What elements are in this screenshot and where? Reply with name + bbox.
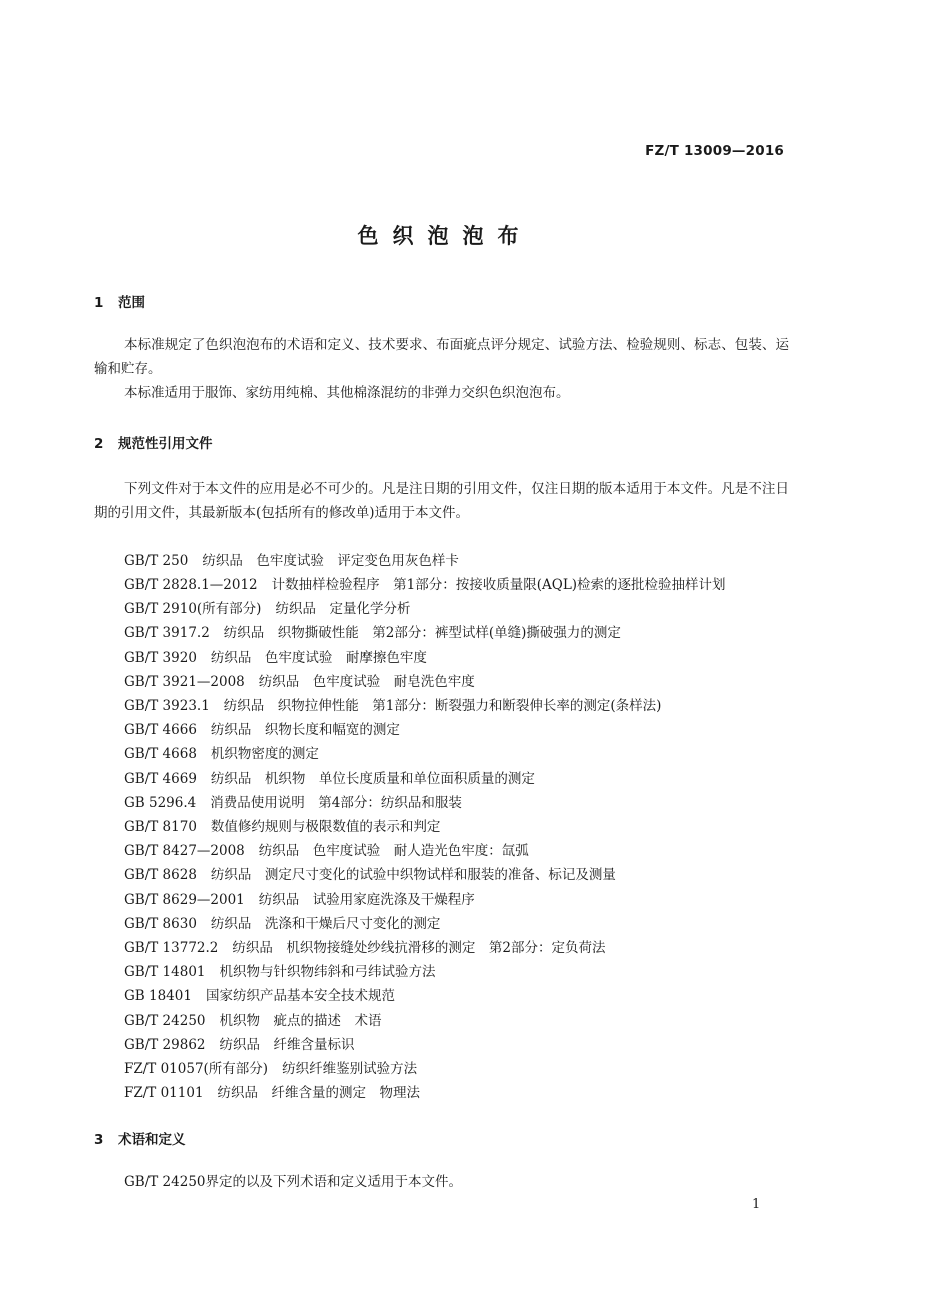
scope-paragraph: 本标准规定了色织泡泡布的术语和定义、技术要求、布面疵点评分规定、试验方法、检验规则、标志、包装、运输和贮存。 — [94, 337, 789, 377]
reference-title: 纺织纤维鉴别试验方法 — [282, 1061, 418, 1078]
reference-item — [94, 646, 789, 670]
reference-title: 数值修约规则与极限数值的表示和判定 — [210, 819, 441, 836]
terms-intro-paragraph: GB/T 24250界定的以及下列术语和定义适用于本文件。 — [124, 1174, 462, 1190]
reference-code: FZ/T 01057(所有部分) — [124, 1061, 269, 1078]
reference-code: GB 18401 — [124, 988, 192, 1005]
reference-item — [94, 549, 789, 573]
reference-item — [94, 888, 789, 912]
reference-item — [94, 912, 789, 936]
reference-code: GB/T 2828.1—2012 — [124, 577, 258, 594]
reference-item — [94, 815, 789, 839]
reference-item — [94, 960, 789, 984]
reference-item — [94, 718, 789, 742]
reference-item — [94, 936, 789, 960]
reference-code: GB/T 250 — [124, 553, 189, 569]
reference-item — [94, 573, 789, 597]
reference-code: GB/T 8427—2008 — [124, 843, 245, 860]
reference-item — [94, 621, 789, 645]
section-2-heading — [94, 432, 213, 452]
reference-title: 纺织品 织物撕破性能 第2部分：裤型试样(单缝)撕破强力的测定 — [223, 625, 621, 642]
section-number: 1 — [94, 295, 104, 311]
reference-code: GB/T 3923.1 — [124, 698, 210, 715]
reference-item — [94, 694, 789, 718]
reference-item — [94, 984, 789, 1008]
reference-code: GB/T 24250 — [124, 1012, 206, 1029]
reference-code: GB/T 8170 — [124, 819, 197, 836]
reference-title: 机织物 疵点的描述 术语 — [219, 1012, 382, 1029]
section-1-heading — [94, 291, 145, 311]
reference-item — [94, 1033, 789, 1057]
reference-item — [94, 791, 789, 815]
reference-title: 国家纺织产品基本安全技术规范 — [205, 988, 395, 1005]
reference-title: 纺织品 定量化学分析 — [275, 601, 411, 618]
reference-code: GB/T 3917.2 — [124, 625, 210, 642]
document-title: 色织泡泡布 — [357, 224, 533, 248]
reference-code: GB/T 3921—2008 — [124, 673, 245, 690]
reference-item — [94, 1009, 789, 1033]
reference-code: GB/T 8630 — [124, 915, 197, 932]
reference-list — [94, 549, 789, 1105]
reference-title: 纺织品 色牢度试验 耐摩擦色牢度 — [210, 649, 427, 666]
reference-title: 纺织品 洗涤和干燥后尺寸变化的测定 — [210, 915, 441, 932]
reference-code: GB/T 2910(所有部分) — [124, 601, 262, 618]
reference-item — [94, 670, 789, 694]
reference-code: GB/T 14801 — [124, 964, 206, 981]
reference-code: GB/T 3920 — [124, 649, 197, 666]
page-number: 1 — [752, 1197, 761, 1212]
reference-title: 纺织品 纤维含量的测定 物理法 — [217, 1085, 421, 1102]
reference-code: GB/T 8628 — [124, 867, 197, 884]
reference-title: 纺织品 色牢度试验 评定变色用灰色样卡 — [202, 553, 459, 569]
reference-title: 纺织品 试验用家庭洗涤及干燥程序 — [258, 891, 475, 908]
reference-title: 计数抽样检验程序 第1部分：按接收质量限(AQL)检索的逐批检验抽样计划 — [271, 577, 726, 594]
reference-title: 纺织品 测定尺寸变化的试验中织物试样和服装的准备、标记及测量 — [210, 867, 616, 884]
section-title: 范围 — [118, 295, 145, 311]
reference-title: 纺织品 机织物 单位长度质量和单位面积质量的测定 — [210, 770, 535, 787]
reference-code: GB/T 4669 — [124, 770, 197, 787]
section-3-heading — [94, 1128, 186, 1148]
reference-title: 纺织品 机织物接缝处纱线抗滑移的测定 第2部分：定负荷法 — [232, 940, 606, 957]
reference-item — [94, 863, 789, 887]
reference-code: GB/T 13772.2 — [124, 940, 219, 957]
section-number: 2 — [94, 436, 104, 452]
reference-title: 纺织品 色牢度试验 耐人造光色牢度：氙弧 — [258, 843, 529, 860]
reference-code: FZ/T 01101 — [124, 1085, 204, 1102]
section-number: 3 — [94, 1132, 104, 1148]
reference-title: 纺织品 色牢度试验 耐皂洗色牢度 — [258, 673, 475, 690]
reference-title: 机织物密度的测定 — [210, 746, 319, 763]
reference-code: GB/T 4668 — [124, 746, 197, 763]
reference-item — [94, 742, 789, 766]
scope-applicability-paragraph: 本标准适用于服饰、家纺用纯棉、其他棉涤混纺的非弹力交织色织泡泡布。 — [124, 385, 570, 401]
section-title: 规范性引用文件 — [118, 436, 213, 452]
reference-item — [94, 597, 789, 621]
reference-code: GB 5296.4 — [124, 794, 197, 811]
reference-title: 纺织品 织物长度和幅宽的测定 — [210, 722, 400, 739]
reference-title: 机织物与针织物纬斜和弓纬试验方法 — [219, 964, 436, 981]
reference-item — [94, 839, 789, 863]
section-title: 术语和定义 — [118, 1132, 186, 1148]
reference-item — [94, 1081, 789, 1105]
reference-code: GB/T 29862 — [124, 1036, 206, 1053]
reference-title: 纺织品 纤维含量标识 — [219, 1036, 355, 1053]
reference-title: 纺织品 织物拉伸性能 第1部分：断裂强力和断裂伸长率的测定(条样法) — [223, 698, 662, 715]
normative-references-intro: 下列文件对于本文件的应用是必不可少的。凡是注日期的引用文件，仅注日期的版本适用于本文件。凡是不注日期的引用文件，其最新版本(包括所有的修改单)适用于本文件。 — [94, 481, 789, 521]
reference-item — [94, 1057, 789, 1081]
standard-code: FZ/T 13009—2016 — [645, 143, 784, 159]
reference-code: GB/T 4666 — [124, 722, 197, 739]
reference-item — [94, 767, 789, 791]
reference-title: 消费品使用说明 第4部分：纺织品和服装 — [210, 794, 462, 811]
reference-code: GB/T 8629—2001 — [124, 891, 245, 908]
